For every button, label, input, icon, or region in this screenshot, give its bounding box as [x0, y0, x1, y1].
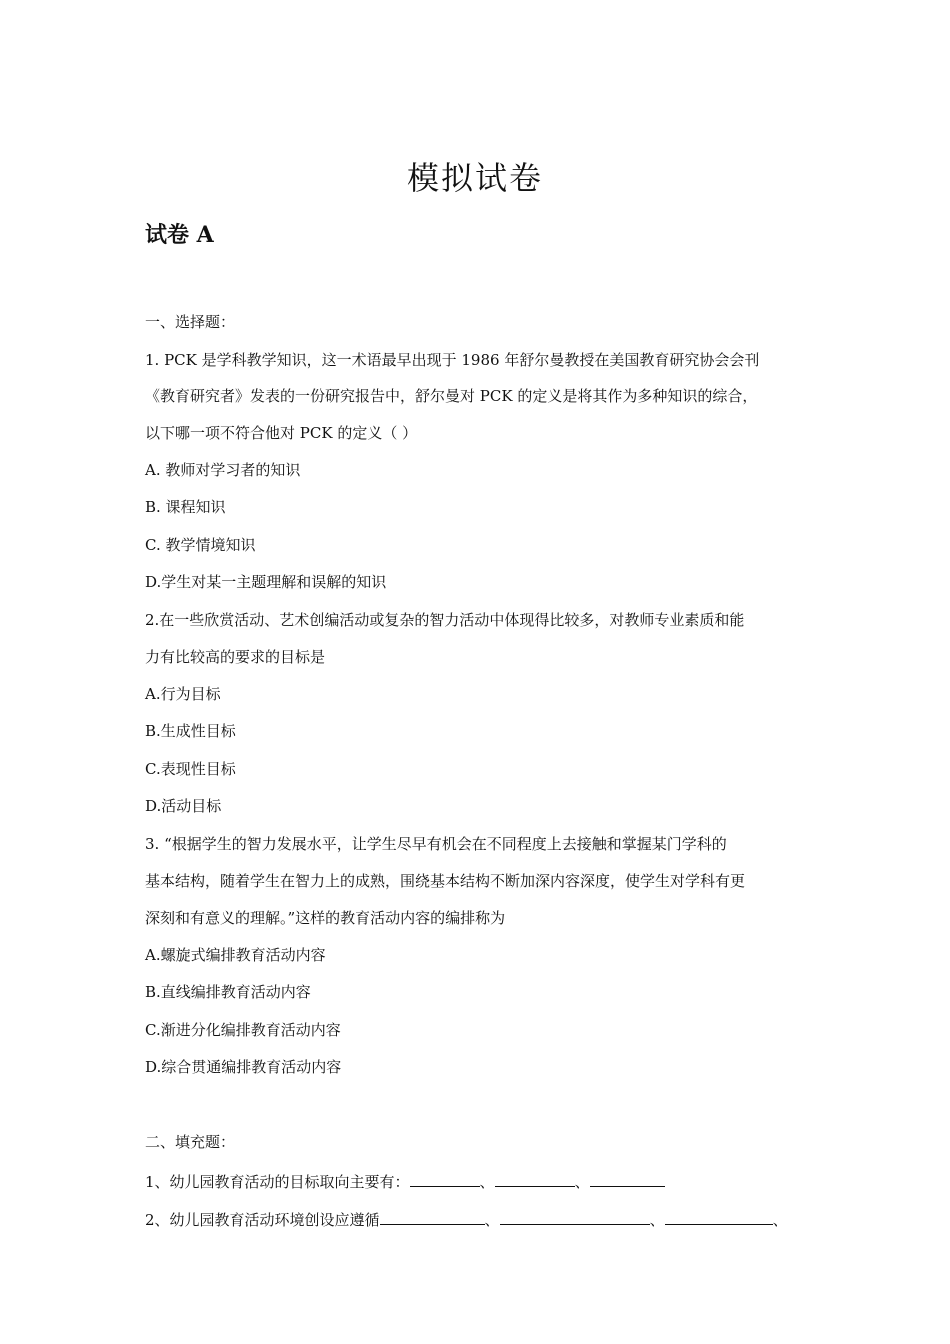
fill-question-2-text: 2、幼儿园教育活动环境创设应遵循: [145, 1211, 380, 1229]
answer-blank[interactable]: [500, 1209, 650, 1225]
paper-subtitle: 试卷 A: [145, 222, 214, 248]
blank-separator: 、: [772, 1211, 788, 1229]
question-3-option-c: C.渐进分化编排教育活动内容: [145, 1021, 341, 1039]
page-title: 模拟试卷: [406, 159, 543, 197]
section-heading-choice: 一、选择题：: [145, 313, 236, 331]
question-2-line-1: 2.在一些欣赏活动、艺术创编活动或复杂的智力活动中体现得比较多，对教师专业素质和能: [145, 611, 745, 629]
blank-separator: 、: [484, 1211, 500, 1229]
blank-separator: 、: [479, 1173, 495, 1191]
fill-question-2: [145, 1209, 815, 1230]
question-2-option-b: B.生成性目标: [145, 722, 236, 740]
question-2-line-2: 力有比较高的要求的目标是: [145, 648, 326, 666]
question-1-line-2: 《教育研究者》发表的一份研究报告中，舒尔曼对 PCK 的定义是将其作为多种知识的综合，: [145, 387, 758, 405]
answer-blank[interactable]: [380, 1209, 485, 1225]
question-2-option-d: D.活动目标: [145, 797, 222, 815]
answer-blank[interactable]: [495, 1171, 575, 1187]
question-3-line-1: 3. “根据学生的智力发展水平，让学生尽早有机会在不同程度上去接触和掌握某门学科的: [145, 835, 727, 853]
answer-blank[interactable]: [410, 1171, 480, 1187]
question-1-option-b: B. 课程知识: [145, 498, 226, 516]
question-3-option-b: B.直线编排教育活动内容: [145, 983, 311, 1001]
question-3-line-3: 深刻和有意义的理解。”这样的教育活动内容的编排称为: [145, 909, 506, 927]
fill-question-1-text: 1、幼儿园教育活动的目标取向主要有：: [145, 1173, 410, 1191]
question-1-line-3: 以下哪一项不符合他对 PCK 的定义（ ）: [145, 424, 418, 442]
question-1-line-1: 1. PCK 是学科教学知识，这一术语最早出现于 1986 年舒尔曼教授在美国教育研究协会会刊: [145, 351, 760, 369]
fill-question-1: [145, 1171, 815, 1192]
question-3-option-a: A.螺旋式编排教育活动内容: [145, 946, 326, 964]
question-1-option-d: D.学生对某一主题理解和误解的知识: [145, 573, 387, 591]
question-2-option-a: A.行为目标: [145, 685, 221, 703]
question-1-option-a: A. 教师对学习者的知识: [145, 461, 301, 479]
question-3-line-2: 基本结构，随着学生在智力上的成熟，围绕基本结构不断加深内容深度，使学生对学科有更: [145, 872, 746, 890]
question-2-option-c: C.表现性目标: [145, 760, 236, 778]
blank-separator: 、: [574, 1173, 590, 1191]
section-heading-fill: 二、填充题：: [145, 1133, 236, 1151]
question-1-option-c: C. 教学情境知识: [145, 536, 256, 554]
answer-blank[interactable]: [665, 1209, 773, 1225]
blank-separator: 、: [649, 1211, 665, 1229]
question-3-option-d: D.综合贯通编排教育活动内容: [145, 1058, 342, 1076]
answer-blank[interactable]: [590, 1171, 665, 1187]
